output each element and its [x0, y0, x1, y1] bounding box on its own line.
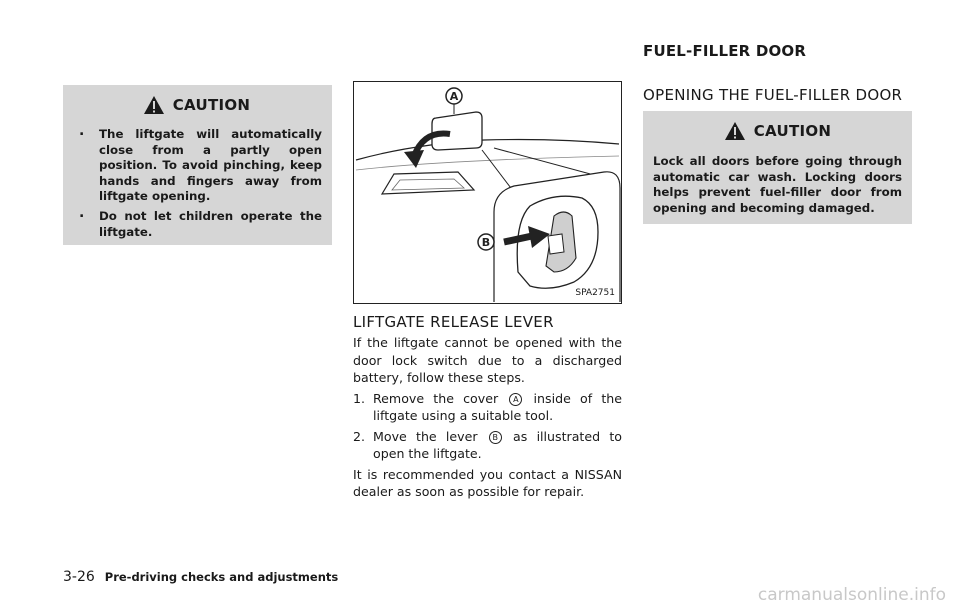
page-number: 3-26: [63, 569, 95, 585]
step-number: 2.: [353, 428, 366, 444]
caution-text: Lock all doors before going through automatic car wash. Locking doors helps prevent fuel-filler door from opening and becoming damaged.: [653, 154, 902, 215]
page-section-header: FUEL-FILLER DOOR: [643, 42, 807, 60]
circled-a-icon: A: [509, 393, 522, 406]
caution-item: . The liftgate will automatically close from a partly open position. To avoid pinching, keep hands and fingers away from liftgate opening.: [71, 127, 322, 205]
figure-label-b: B: [481, 236, 491, 249]
section-title-fuel: OPENING THE FUEL-FILLER DOOR: [643, 86, 903, 104]
step-2: [353, 428, 622, 463]
step-1: [353, 390, 622, 425]
caution-box-fuel: [643, 111, 912, 224]
caution-box-liftgate: [63, 85, 332, 245]
section-title-liftgate: LIFTGATE RELEASE LEVER: [353, 313, 554, 331]
warning-triangle-icon: [724, 121, 746, 141]
caution-title: CAUTION: [753, 122, 832, 140]
caution-heading: [653, 121, 902, 141]
liftgate-illustration: [353, 81, 622, 304]
circled-b-icon: B: [489, 431, 502, 444]
warning-triangle-icon: [143, 95, 165, 115]
caution-title: CAUTION: [172, 96, 251, 114]
watermark-text: carmanualsonline.info: [757, 585, 946, 605]
page-footer: [63, 569, 338, 585]
figure-label-a: A: [449, 90, 459, 103]
step-text: Move the lever B as illustrated to open the liftgate.: [373, 428, 622, 461]
liftgate-intro: If the liftgate cannot be opened with the door lock switch due to a discharged battery, follow these steps.: [353, 335, 622, 385]
chapter-title: Pre-driving checks and adjustments: [104, 570, 339, 584]
liftgate-diagram: [354, 82, 621, 303]
caution-list: [71, 127, 322, 240]
figure-code: SPA2751: [575, 288, 615, 298]
caution-heading: [71, 95, 322, 115]
liftgate-body: [353, 334, 622, 504]
liftgate-closing: It is recommended you contact a NISSAN dealer as soon as possible for repair.: [353, 466, 622, 499]
caution-item: . Do not let children operate the liftgate.: [71, 209, 322, 240]
step-number: 1.: [353, 390, 366, 406]
step-text: Remove the cover A inside of the liftgate using a suitable tool.: [373, 390, 622, 423]
